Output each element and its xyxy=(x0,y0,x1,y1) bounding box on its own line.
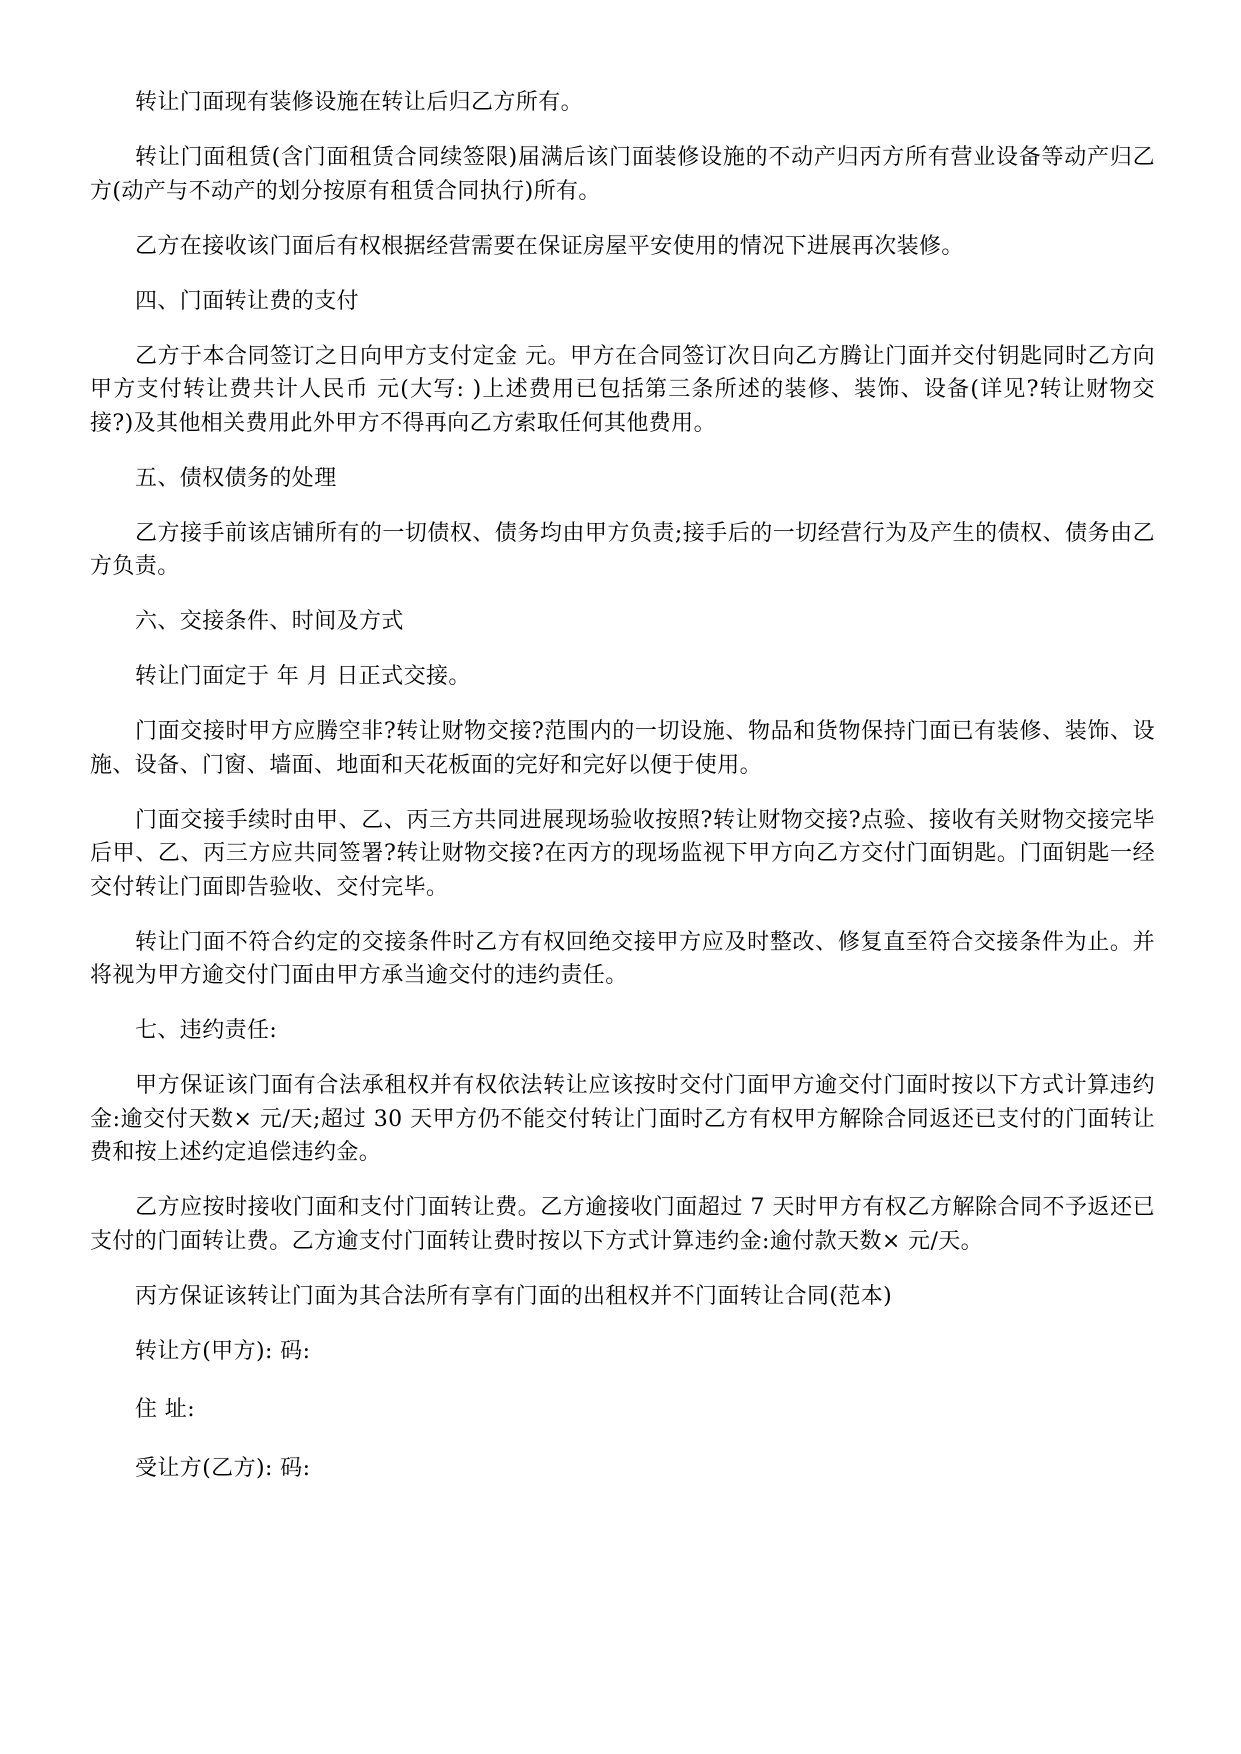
section-heading-debts: 五、债权债务的处理 xyxy=(135,465,337,491)
paragraph-redecoration-right: 乙方在接收该门面后有权根据经营需要在保证房屋平安使用的情况下进展再次装修。 xyxy=(135,233,964,259)
paragraph-handover-nonconformity: 转让门面不符合约定的交接条件时乙方有权回绝交接甲方应及时整改、修复直至符合交接条件为止。并将视为甲方逾交付门面由甲方承当逾交付的违约责任。 xyxy=(90,929,1155,988)
signature-address: 住 址: xyxy=(135,1397,196,1422)
paragraph-party-a-liability: 甲方保证该门面有合法承租权并有权依法转让应该按时交付门面甲方逾交付门面时按以下方式计算违约金:逾交付天数× 元/天;超过 30 天甲方仍不能交付转让门面时乙方有权甲方解除合同返还已支付的门面转让费和按上述约定追偿违约金。 xyxy=(90,1073,1155,1165)
paragraph-payment-terms: 乙方于本合同签订之日向甲方支付定金 元。甲方在合同签订次日向乙方腾让门面并交付钥匙同时乙方向甲方支付转让费共计人民币 元(大写: )上述费用已包括第三条所述的装修、装饰、设备(详见?转让财物交接?)及其他相关费用此外甲方不得再向乙方索取任何其他费用。 xyxy=(90,343,1155,436)
paragraph-handover-condition: 门面交接时甲方应腾空非?转让财物交接?范围内的一切设施、物品和货物保持门面已有装修、装饰、设施、设备、门窗、墙面、地面和天花板面的完好和完好以便于使用。 xyxy=(90,719,1155,778)
section-heading-payment: 四、门面转让费的支付 xyxy=(135,288,360,314)
paragraph-lease-expiry: 转让门面租赁(含门面租赁合同续签限)届满后该门面装修设施的不动产归丙方所有营业设备等动产归乙方(动产与不动产的划分按原有租赁合同执行)所有。 xyxy=(90,145,1155,204)
section-heading-liability: 七、违约责任: xyxy=(135,1018,278,1043)
paragraph-handover-procedure: 门面交接手续时由甲、乙、丙三方共同进展现场验收按照?转让财物交接?点验、接收有关财物交接完毕后甲、乙、丙三方应共同签署?转让财物交接?在丙方的现场监视下甲方向乙方交付门面钥匙。门面钥匙一经交付转让门面即告验收、交付完毕。 xyxy=(90,807,1155,900)
paragraph-handover-date: 转让门面定于 年 月 日正式交接。 xyxy=(135,664,471,689)
signature-transferor: 转让方(甲方): 码: xyxy=(135,1338,311,1364)
paragraph-debts: 乙方接手前该店铺所有的一切债权、债务均由甲方负责;接手后的一切经营行为及产生的债权、债务由乙方负责。 xyxy=(90,520,1155,579)
document-body xyxy=(90,86,1155,1510)
paragraph-party-c-guarantee: 丙方保证该转让门面为其合法所有享有门面的出租权并不门面转让合同(范本) xyxy=(135,1283,893,1309)
signature-transferee: 受让方(乙方): 码: xyxy=(135,1455,311,1481)
paragraph-renovation-ownership: 转让门面现有装修设施在转让后归乙方所有。 xyxy=(135,90,584,115)
section-heading-handover: 六、交接条件、时间及方式 xyxy=(135,609,404,634)
paragraph-party-b-liability: 乙方应按时接收门面和支付门面转让费。乙方逾接收门面超过 7 天时甲方有权乙方解除合同不予返还已支付的门面转让费。乙方逾支付门面转让费时按以下方式计算违约金:逾付款天数× 元/天。 xyxy=(90,1195,1155,1254)
